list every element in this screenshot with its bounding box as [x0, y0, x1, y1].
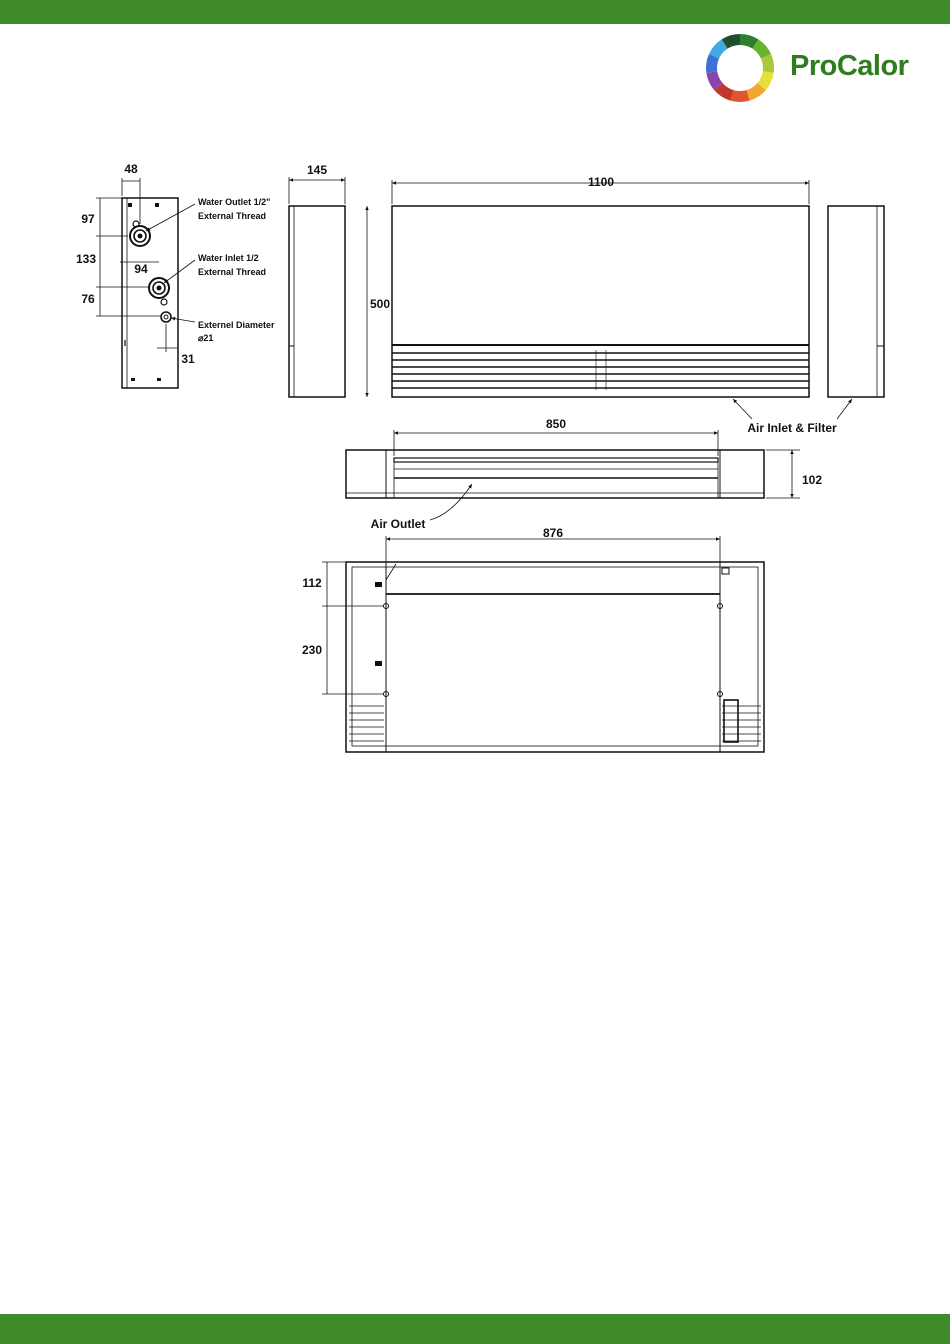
technical-drawing: [0, 150, 950, 770]
dim-unit-height: 500: [369, 297, 391, 311]
dim-unit-length: 1100: [587, 175, 615, 189]
inlet-label-line2: External Thread: [198, 267, 267, 277]
air-inlet-callout: Air Inlet & Filter: [747, 421, 837, 435]
dim-top-depth: 102: [801, 473, 823, 487]
procalor-logo: [704, 32, 934, 106]
dim-bracket-spacing: 876: [542, 526, 564, 540]
back-left-grille: [349, 706, 384, 741]
side-view: [76, 162, 275, 388]
end-view-left: [289, 163, 345, 397]
dim-top-offset: 112: [302, 576, 322, 590]
drain-label-line2: ⌀21: [198, 333, 214, 343]
water-outlet-fitting: [130, 226, 150, 246]
dim-unit-depth: 145: [306, 163, 328, 177]
color-ring-icon: [704, 32, 776, 104]
outlet-label-line1: Water Outlet 1/2": [198, 197, 271, 207]
drain-label-line1: Externel Diameter: [198, 320, 275, 330]
front-view: [367, 175, 809, 397]
dim-inlet-offset: 133: [75, 252, 97, 266]
dim-vertical-spacing: 230: [301, 643, 323, 657]
dim-drain-offset: 76: [81, 292, 95, 306]
dim-pipe-spacing: 94: [134, 262, 148, 276]
top-bar: [0, 0, 950, 24]
outlet-label-line2: External Thread: [198, 211, 267, 221]
dim-outlet-length: 850: [545, 417, 567, 431]
bottom-bar: [0, 1314, 950, 1344]
air-outlet-callout: Air Outlet: [370, 517, 426, 531]
back-right-grille: [722, 700, 761, 742]
end-view-right: [828, 206, 884, 397]
dim-side-width: 48: [124, 162, 138, 176]
air-inlet-grille: [392, 350, 809, 390]
water-inlet-fitting: [149, 278, 169, 305]
dim-outlet-offset: 97: [81, 212, 95, 226]
brand-name: ProCalor: [790, 50, 909, 82]
drain-fitting: [161, 312, 171, 322]
inlet-label-line1: Water Inlet 1/2: [198, 253, 259, 263]
back-view: [302, 526, 764, 752]
dim-drain-side: 31: [181, 352, 195, 366]
